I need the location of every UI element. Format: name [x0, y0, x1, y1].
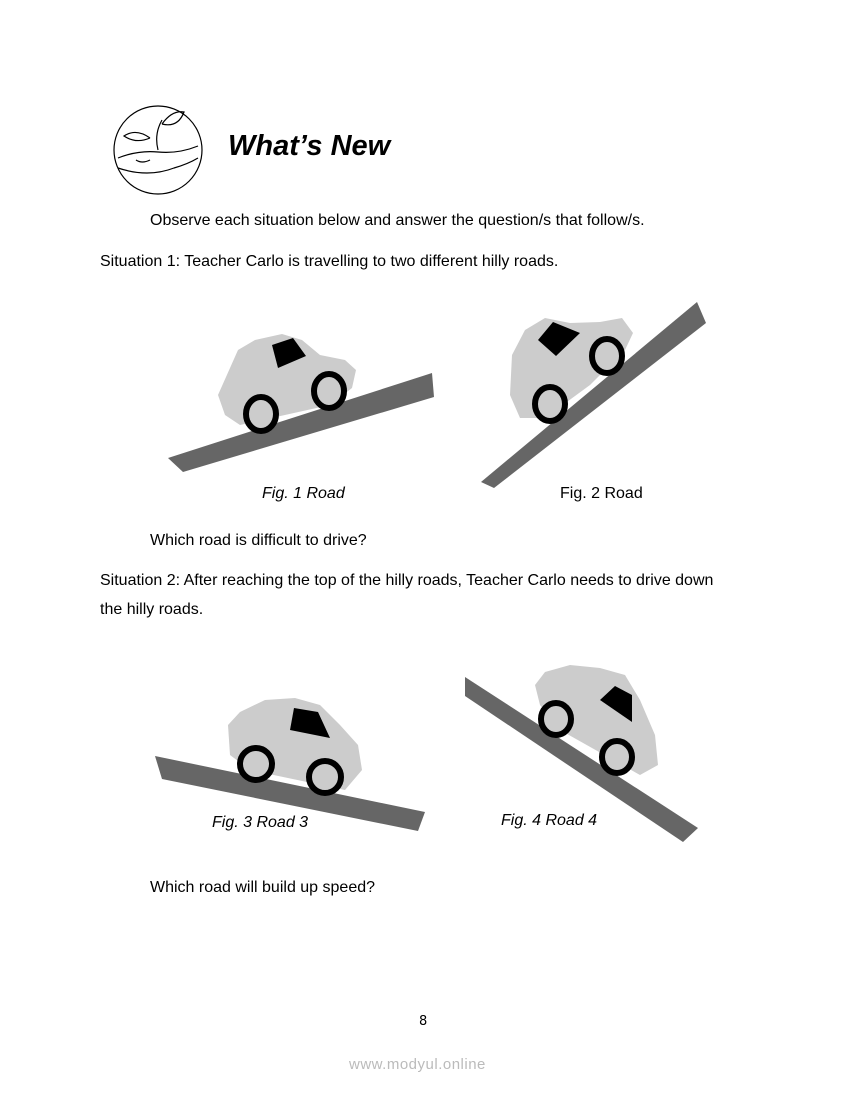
situation-2-line-2: the hilly roads.: [100, 601, 204, 618]
fig-3-caption: Fig. 3 Road 3: [212, 814, 309, 831]
fig-4-caption: Fig. 4 Road 4: [501, 812, 598, 829]
wheel: [535, 387, 565, 421]
situation-2-line-1: Situation 2: After reaching the top of the hilly roads, Teacher Carlo needs to drive down: [100, 572, 714, 589]
wheel: [541, 703, 571, 735]
watermark: www.modyul.online: [349, 1056, 486, 1073]
situation-1-text: Situation 1: Teacher Carlo is travelling to two different hilly roads.: [100, 253, 559, 270]
question-2: Which road will build up speed?: [150, 879, 376, 896]
figure-2-uphill-steep: [481, 302, 706, 488]
plant-in-hand-icon: [114, 106, 202, 194]
figure-1-uphill-gentle: [168, 334, 434, 472]
question-1: Which road is difficult to drive?: [150, 532, 367, 549]
wheel: [240, 748, 272, 780]
fig-1-caption: Fig. 1 Road: [262, 485, 345, 502]
intro-text: Observe each situation below and answer the question/s that follow/s.: [150, 212, 645, 229]
section-title: What’s New: [228, 130, 391, 162]
wheel: [314, 374, 344, 408]
wheel: [602, 741, 632, 773]
fig-2-caption: Fig. 2 Road: [560, 485, 643, 502]
page-number: 8: [419, 1014, 428, 1029]
wheel: [246, 397, 276, 431]
figure-3-downhill-gentle: [155, 698, 425, 831]
wheel: [592, 339, 622, 373]
wheel: [309, 761, 341, 793]
